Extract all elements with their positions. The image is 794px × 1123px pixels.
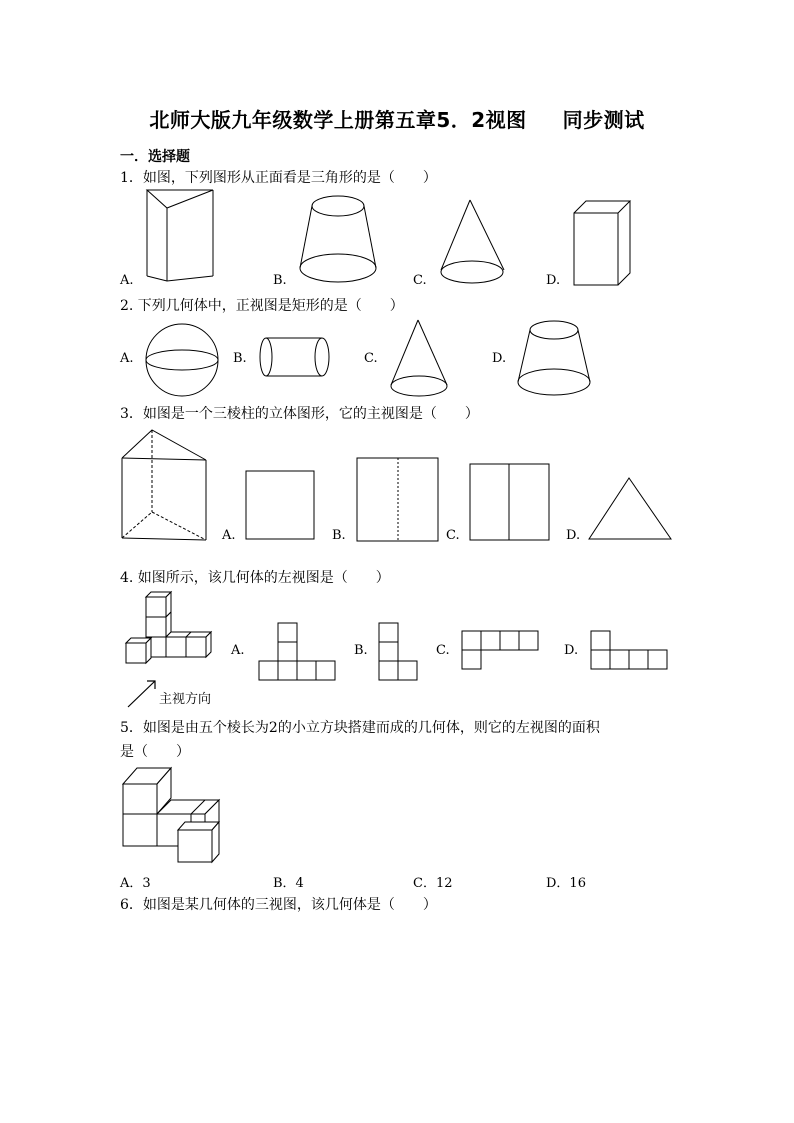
q4-option-a-figure xyxy=(258,621,336,683)
q4-option-b-figure xyxy=(378,621,420,683)
question-4-stem: 4. 如图所示，该几何体的左视图是（ ） xyxy=(120,570,390,586)
q1-option-c[interactable]: C. xyxy=(413,273,427,288)
q1-option-b[interactable]: B. xyxy=(273,273,287,288)
title-suffix: 同步测试 xyxy=(562,108,645,132)
q2-option-a[interactable]: A. xyxy=(120,351,134,366)
q3-option-c-figure xyxy=(469,463,551,543)
q5-option-a[interactable]: A．3 xyxy=(120,876,151,891)
q1-option-d[interactable]: D. xyxy=(546,273,561,288)
title-main: 北师大版九年级数学上册第五章5．2视图 xyxy=(149,108,527,132)
q1-frustum-figure xyxy=(298,192,378,286)
q2-option-b[interactable]: B. xyxy=(233,351,247,366)
q3-option-a[interactable]: A. xyxy=(222,528,236,543)
view-direction-arrow-icon xyxy=(125,676,163,710)
section-heading: 一．选择题 xyxy=(120,149,190,165)
q1-cuboid-figure xyxy=(572,199,634,287)
question-3-stem: 3．如图是一个三棱柱的立体图形，它的主视图是（ ） xyxy=(120,406,479,422)
q5-option-c[interactable]: C．12 xyxy=(413,876,453,891)
q2-cone-figure xyxy=(388,318,450,400)
q2-frustum-figure xyxy=(516,318,592,398)
question-5-stem-line-2: 是（ ） xyxy=(120,744,190,760)
q2-horizontal-cylinder-figure xyxy=(258,336,332,380)
q1-cone-figure xyxy=(438,198,508,286)
q1-option-a[interactable]: A. xyxy=(120,273,134,288)
q3-option-d[interactable]: D. xyxy=(566,528,581,543)
page-title xyxy=(0,104,794,133)
question-5-stem-line-1: 5．如图是由五个棱长为2的小立方块搭建而成的几何体，则它的左视图的面积 xyxy=(120,720,600,736)
q3-triangular-prism-figure xyxy=(120,428,210,544)
q2-sphere-figure xyxy=(144,322,220,398)
q3-option-a-figure xyxy=(245,470,317,542)
q4-option-d-figure xyxy=(590,630,670,672)
q4-option-b[interactable]: B. xyxy=(354,643,368,658)
q2-option-d[interactable]: D. xyxy=(492,351,507,366)
q4-option-c[interactable]: C. xyxy=(436,643,450,658)
q3-option-b-figure xyxy=(356,457,440,543)
q1-triangular-prism-figure xyxy=(145,188,215,284)
question-2-stem: 2. 下列几何体中，正视图是矩形的是（ ） xyxy=(120,298,404,314)
q3-option-b[interactable]: B. xyxy=(332,528,346,543)
question-1-stem: 1．如图，下列图形从正面看是三角形的是（ ） xyxy=(120,170,437,186)
q4-option-a[interactable]: A. xyxy=(231,643,245,658)
q4-cube-stack-figure xyxy=(120,589,214,667)
q5-option-d[interactable]: D．16 xyxy=(546,876,586,891)
q5-cube-stack-figure xyxy=(120,764,222,866)
question-6-stem: 6．如图是某几何体的三视图，该几何体是（ ） xyxy=(120,897,437,913)
q2-option-c[interactable]: C. xyxy=(364,351,378,366)
q4-option-c-figure xyxy=(461,630,541,672)
q5-option-b[interactable]: B．4 xyxy=(273,876,304,891)
q4-option-d[interactable]: D. xyxy=(564,643,579,658)
view-direction-label: 主视方向 xyxy=(159,692,212,707)
q3-option-c[interactable]: C. xyxy=(446,528,460,543)
q3-option-d-figure xyxy=(587,476,675,542)
